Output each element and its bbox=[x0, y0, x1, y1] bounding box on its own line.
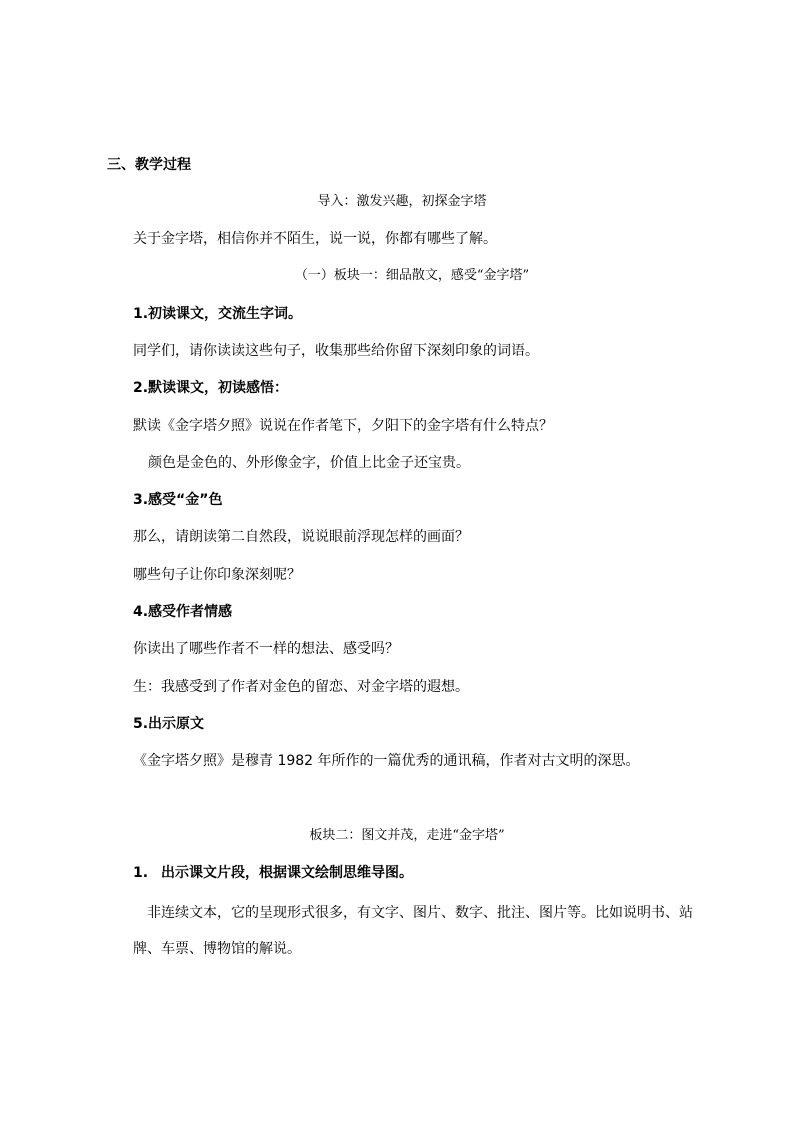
block1-item2-heading: 2.默读课文，初读感悟： bbox=[133, 380, 289, 396]
block1-item4-line1: 你读出了哪些作者不一样的想法、感受吗？ bbox=[133, 641, 399, 657]
block1-title: （一）板块一：细品散文，感受“金字塔” bbox=[294, 268, 530, 283]
block1-item4-heading: 4.感受作者情感 bbox=[133, 604, 233, 620]
block2-item1-number: 1. bbox=[133, 865, 149, 881]
block1-item5-heading: 5.出示原文 bbox=[133, 716, 205, 732]
block1-item2-line1: 默读《金字塔夕照》说说在作者笔下，夕阳下的金字塔有什么特点？ bbox=[133, 418, 553, 434]
block1-item1-heading: 1.初读课文，交流生字词。 bbox=[133, 306, 303, 322]
block1-item3-line1: 那么，请朗读第二自然段，说说眼前浮现怎样的画面？ bbox=[133, 529, 469, 545]
block1-item4-line2: 生：我感受到了作者对金色的留恋、对金字塔的遐想。 bbox=[133, 679, 469, 695]
block1-item2-line2: 颜色是金色的、外形像金字，价值上比金子还宝贵。 bbox=[148, 455, 470, 471]
block2-title: 板块二：图文并茂，走进“金字塔” bbox=[309, 828, 505, 843]
intro-title: 导入：激发兴趣，初探金字塔 bbox=[317, 194, 487, 209]
block1-item3-line2: 哪些句子让你印象深刻呢？ bbox=[133, 567, 301, 583]
block1-item3-heading: 3.感受“金”色 bbox=[133, 492, 223, 508]
block2-paragraph-line1: 非连续文本，它的呈现形式很多，有文字、图片、数字、批注、图片等。比如说明书、站 bbox=[147, 905, 693, 921]
block1-item5-line1: 《金字塔夕照》是穆青 1982 年所作的一篇优秀的通讯稿，作者对古文明的深思。 bbox=[133, 753, 640, 769]
block1-item1-line1: 同学们，请你读读这些句子，收集那些给你留下深刻印象的词语。 bbox=[133, 343, 539, 359]
block2-item1-heading: 出示课文片段，根据课文绘制思维导图。 bbox=[161, 865, 413, 881]
intro-text: 关于金字塔，相信你并不陌生，说一说，你都有哪些了解。 bbox=[133, 231, 497, 247]
block2-paragraph-line2: 牌、车票、博物馆的解说。 bbox=[133, 941, 301, 957]
section-heading: 三、教学过程 bbox=[107, 157, 191, 173]
